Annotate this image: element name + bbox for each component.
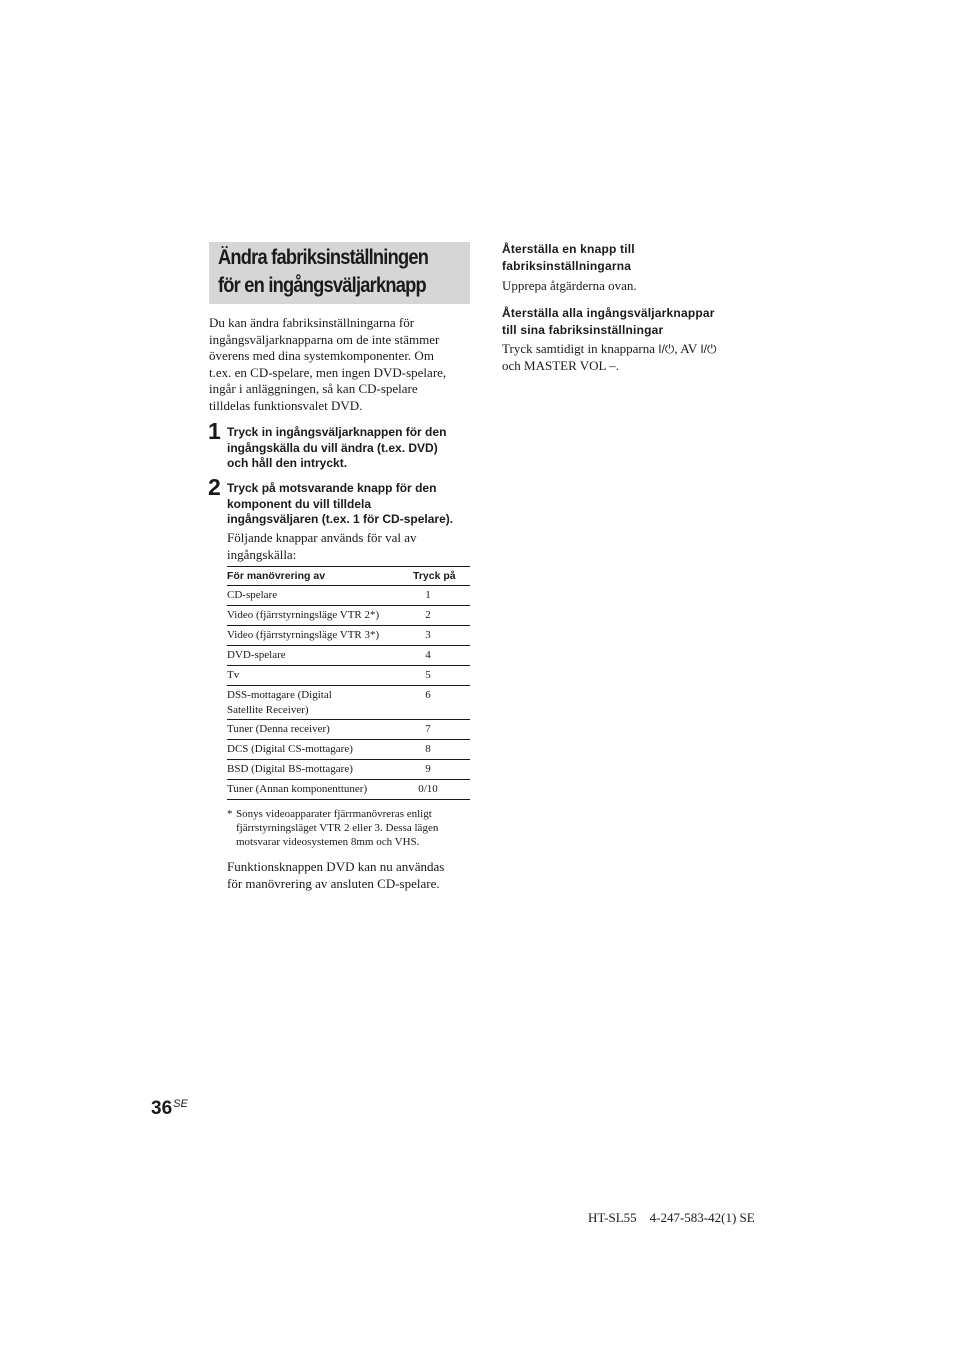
table-value: 6 (425, 689, 431, 701)
table-cell-label (227, 686, 413, 720)
table-row (227, 780, 470, 800)
table-cell-value (413, 646, 470, 666)
reset-all-text (502, 341, 762, 374)
step-1-text (227, 425, 472, 472)
sub-heading-line: till sina fabriksinställningar (502, 323, 664, 337)
table-cell-label: Tv (227, 666, 413, 686)
step-line: Tryck på motsvarande knapp för den (227, 481, 437, 495)
reset-all-text-middle: , AV (674, 341, 701, 356)
intro-line: ingår i anläggningen, så kan CD-spelare (209, 381, 418, 397)
table-header-press: Tryck på (413, 567, 470, 586)
sub-heading-line: Återställa alla ingångsväljarknappar (502, 306, 715, 320)
table-value: 4 (425, 649, 431, 661)
table-cell-value (413, 626, 470, 646)
table-value: 5 (425, 669, 431, 681)
table-row (227, 740, 470, 760)
table-row (227, 720, 470, 740)
footnote-line: Sonys videoapparater fjärrmanövreras enligt (236, 808, 432, 820)
table-value: 1 (425, 589, 431, 601)
table-cell-value (413, 666, 470, 686)
table-cell-value (413, 686, 470, 720)
intro-line: t.ex. en CD-spelare, men ingen DVD-spelare, (209, 364, 447, 380)
intro-line: Du kan ändra fabriksinställningarna för (209, 315, 415, 330)
closing-line: för manövrering av ansluten CD-spelare. (227, 875, 440, 891)
table-value: 8 (425, 743, 431, 755)
table-cell-value (413, 780, 470, 800)
table-row (227, 760, 470, 780)
reset-all-line-1 (502, 341, 762, 358)
step-sub-line: ingångskälla: (227, 546, 297, 562)
closing-line: Funktionsknappen DVD kan nu användas (227, 859, 445, 874)
closing-paragraph (227, 859, 467, 892)
step-line: ingångskälla du vill ändra (t.ex. DVD) (227, 440, 438, 455)
table-cell-label: Video (fjärrstyrningsläge VTR 2*) (227, 606, 413, 626)
table-cell-label: Video (fjärrstyrningsläge VTR 3*) (227, 626, 413, 646)
step-1-number: 1 (208, 418, 221, 444)
model-code: HT-SL55 4-247-583-42(1) SE (588, 1210, 755, 1225)
step-sub-line: Följande knappar används för val av (227, 530, 417, 545)
page-number-value: 36 (151, 1098, 173, 1119)
page-number (151, 1098, 188, 1120)
intro-paragraph (209, 315, 471, 415)
reset-all-heading (502, 305, 762, 339)
table-cell-label: Tuner (Annan komponenttuner) (227, 780, 413, 800)
step-2-text (227, 481, 477, 528)
table-cell-value (413, 740, 470, 760)
power-icon: I/⏻ (658, 342, 675, 356)
page-number-suffix: SE (173, 1098, 188, 1110)
footnote-line: motsvarar videosystemen 8mm och VHS. (236, 836, 420, 848)
table-cell-label: CD-spelare (227, 586, 413, 606)
table-label-line: Satellite Receiver) (227, 703, 309, 716)
table-header-operation: För manövrering av (227, 567, 413, 586)
table-value: 7 (425, 723, 431, 735)
step-line: Tryck in ingångsväljarknappen för den (227, 425, 447, 439)
step-line: och håll den intryckt. (227, 456, 348, 470)
reset-one-text: Upprepa åtgärderna ovan. (502, 278, 637, 293)
step-2-subtext (227, 530, 467, 563)
table-value: 3 (425, 629, 431, 641)
table-value: 0/10 (418, 783, 438, 795)
section-heading (209, 242, 470, 304)
table-row (227, 686, 470, 720)
step-line: komponent du vill tilldela (227, 496, 372, 511)
table-cell-value (413, 720, 470, 740)
table-row (227, 586, 470, 606)
table-row (227, 646, 470, 666)
table-cell-label: DCS (Digital CS-mottagare) (227, 740, 413, 760)
step-line: ingångsväljaren (t.ex. 1 för CD-spelare). (227, 512, 454, 526)
table-header-row (227, 567, 470, 586)
heading-line-1: Ändra fabriksinställningen (218, 246, 429, 269)
table-cell-label: DVD-spelare (227, 646, 413, 666)
reset-all-text-before: Tryck samtidigt in knapparna (502, 341, 659, 356)
table-footnote (227, 807, 467, 849)
table-cell-label: Tuner (Denna receiver) (227, 720, 413, 740)
table-row (227, 606, 470, 626)
table-cell-value (413, 760, 470, 780)
sub-heading-line: fabriksinställningarna (502, 259, 632, 273)
intro-line: tilldelas funktionsvalet DVD. (209, 397, 363, 413)
intro-line: ingångsväljarknapparna om de inte stämmer (209, 331, 440, 347)
table-row (227, 666, 470, 686)
footnote-marker: * (227, 808, 233, 820)
power-icon: I/⏻ (700, 342, 717, 356)
table-cell-label: BSD (Digital BS-mottagare) (227, 760, 413, 780)
table-value: 9 (425, 763, 431, 775)
intro-line: överens med dina systemkomponenter. Om (209, 348, 434, 364)
table-value: 2 (425, 609, 431, 621)
table-cell-value (413, 606, 470, 626)
input-button-table (227, 566, 470, 800)
step-2-number: 2 (208, 474, 221, 500)
sub-heading-line: Återställa en knapp till (502, 242, 635, 256)
table-cell-value (413, 586, 470, 606)
table-row (227, 626, 470, 646)
reset-all-line-2: och MASTER VOL –. (502, 357, 619, 373)
table-label-line: DSS-mottagare (Digital (227, 689, 332, 701)
footnote-line: fjärrstyrningsläget VTR 2 eller 3. Dessa lägen (236, 822, 439, 834)
heading-line-2: för en ingångsväljarknapp (218, 274, 426, 297)
reset-one-heading (502, 241, 752, 275)
